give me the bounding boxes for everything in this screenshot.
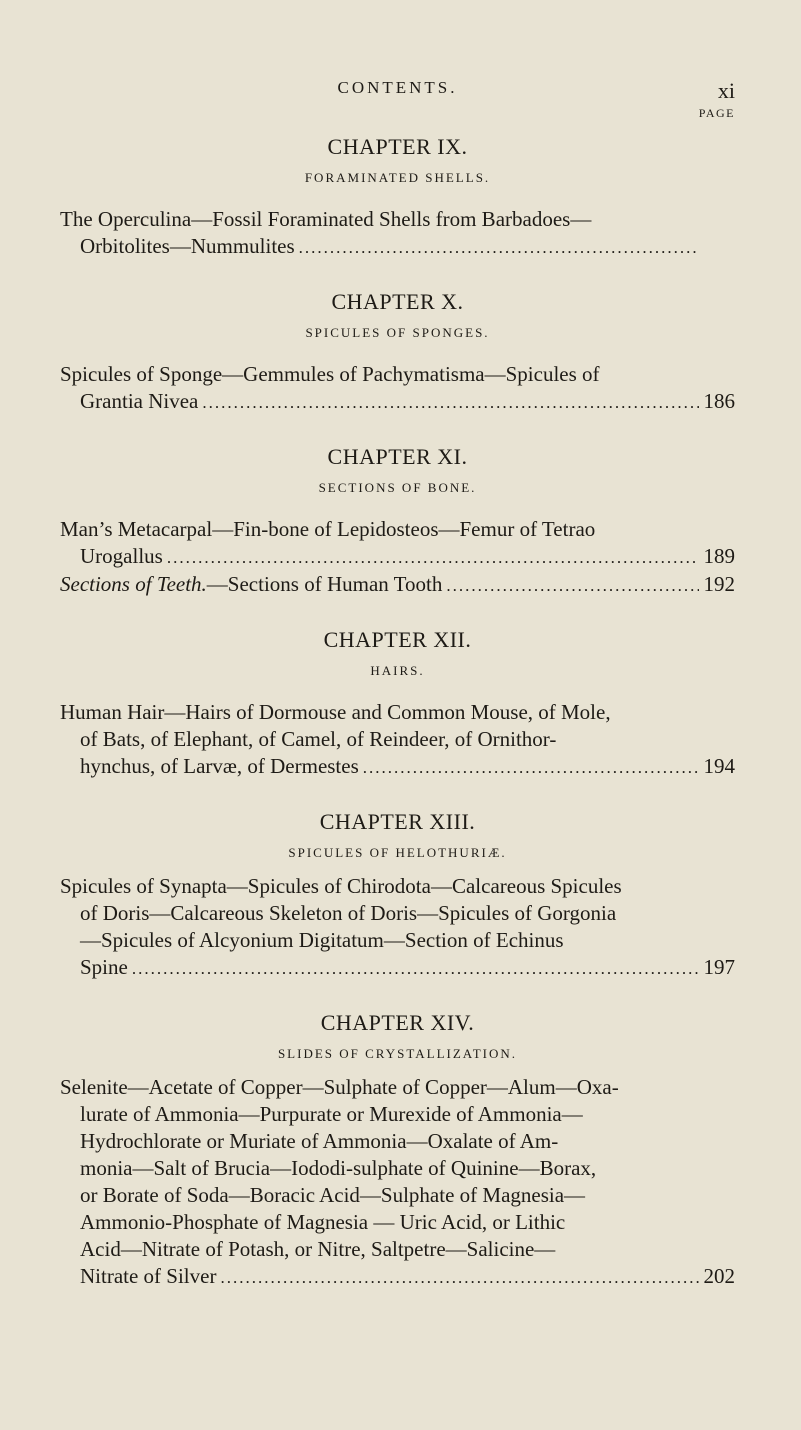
entry-line: lurate of Ammonia—Purpurate or Murexide of Ammonia— [80, 1102, 583, 1126]
entry-line: of Bats, of Elephant, of Camel, of Reindeer, of Ornithor- [80, 727, 557, 751]
page-number: 197 [703, 955, 735, 979]
contents-entry [60, 516, 735, 571]
chapter-title: CHAPTER XIII. [319, 809, 476, 834]
contents-entry [60, 699, 735, 781]
entry-last-line [60, 388, 735, 416]
entry-line: Acid—Nitrate of Potash, or Nitre, Saltpetre—Salicine— [80, 1237, 556, 1261]
dot-leader [220, 1264, 699, 1291]
page-folio: xi [717, 78, 735, 103]
entry-line: Selenite—Acetate of Copper—Sulphate of Copper—Alum—Oxa- [60, 1075, 619, 1099]
chapter-subtitle: SECTIONS OF BONE. [318, 480, 477, 495]
entry-line: The Operculina—Fossil Foraminated Shells from Barbadoes— [60, 207, 592, 231]
italic-heading: Sections of Teeth. [60, 572, 207, 596]
page-number: 186 [703, 389, 735, 413]
chapter-xiii [60, 809, 735, 982]
entry-last-line [60, 233, 735, 261]
entry-line: Spicules of Sponge—Gemmules of Pachymatisma—Spicules of [60, 362, 600, 386]
chapter-title: CHAPTER XI. [327, 444, 468, 469]
dot-leader [363, 754, 699, 781]
entry-line: Ammonio-Phosphate of Magnesia — Uric Acid, or Lithic [80, 1210, 566, 1234]
page-number: 202 [703, 1264, 735, 1288]
contents-entry [60, 1074, 735, 1291]
chapter-title: CHAPTER IX. [327, 134, 468, 159]
entry-line: Orbitolites—Nummulites [80, 234, 295, 258]
dot-leader [202, 389, 699, 416]
entry-last-line [60, 1263, 735, 1291]
contents-entry [60, 873, 735, 982]
entry-line: monia—Salt of Brucia—Iododi-sulphate of Quinine—Borax, [80, 1156, 597, 1180]
chapter-subtitle: FORAMINATED SHELLS. [304, 170, 491, 185]
chapter-x [60, 289, 735, 416]
entry-line: or Borate of Soda—Boracic Acid—Sulphate of Magnesia— [80, 1183, 586, 1207]
page-number: 194 [703, 754, 735, 778]
entry-last-line [60, 954, 735, 982]
book-page [0, 60, 801, 1430]
page-number: 189 [703, 544, 735, 568]
entry-line: of Doris—Calcareous Skeleton of Doris—Spicules of Gorgonia [80, 901, 617, 925]
running-head [60, 60, 735, 103]
running-title: CONTENTS. [337, 78, 458, 97]
contents-entry [60, 361, 735, 416]
entry-line: Spicules of Synapta—Spicules of Chirodota—Calcareous Spicules [60, 874, 622, 898]
dot-leader [299, 234, 699, 261]
chapter-subtitle: SPICULES OF SPONGES. [305, 325, 490, 340]
contents-entry [60, 571, 735, 599]
chapter-title: CHAPTER XIV. [320, 1010, 475, 1035]
entry-line: Nitrate of Silver [80, 1264, 217, 1288]
chapter-ix [60, 134, 735, 261]
chapter-subtitle: SPICULES OF HELOTHURIÆ. [288, 845, 507, 860]
entry-last-line [60, 571, 735, 599]
chapter-subtitle: SLIDES OF CRYSTALLIZATION. [277, 1046, 518, 1061]
entry-line: Grantia Nivea [80, 389, 199, 413]
page-column-label: PAGE [698, 106, 735, 120]
entry-line: hynchus, of Larvæ, of Dermestes [80, 754, 359, 778]
entry-last-line [60, 753, 735, 781]
entry-text: —Sections of Human Tooth [206, 572, 443, 596]
chapter-xiv [60, 1010, 735, 1291]
entry-line: Human Hair—Hairs of Dormouse and Common Mouse, of Mole, [60, 700, 611, 724]
page-number: 192 [703, 572, 735, 596]
entry-line: Hydrochlorate or Muriate of Ammonia—Oxalate of Am- [80, 1129, 559, 1153]
chapter-subtitle: HAIRS. [370, 663, 425, 678]
entry-line: —Spicules of Alcyonium Digitatum—Section of Echinus [80, 928, 564, 952]
chapter-title: CHAPTER X. [331, 289, 464, 314]
entry-line: Spine [80, 955, 128, 979]
chapter-title: CHAPTER XII. [323, 627, 472, 652]
chapter-xi [60, 444, 735, 599]
entry-line [60, 571, 442, 598]
dot-leader [446, 572, 699, 599]
entry-line: Man’s Metacarpal—Fin-bone of Lepidosteos—Femur of Tetrao [60, 517, 596, 541]
entry-last-line [60, 543, 735, 571]
dot-leader [167, 544, 699, 571]
dot-leader [132, 955, 699, 982]
chapter-xii [60, 627, 735, 781]
contents-entry [60, 206, 735, 261]
entry-line: Urogallus [80, 544, 163, 568]
